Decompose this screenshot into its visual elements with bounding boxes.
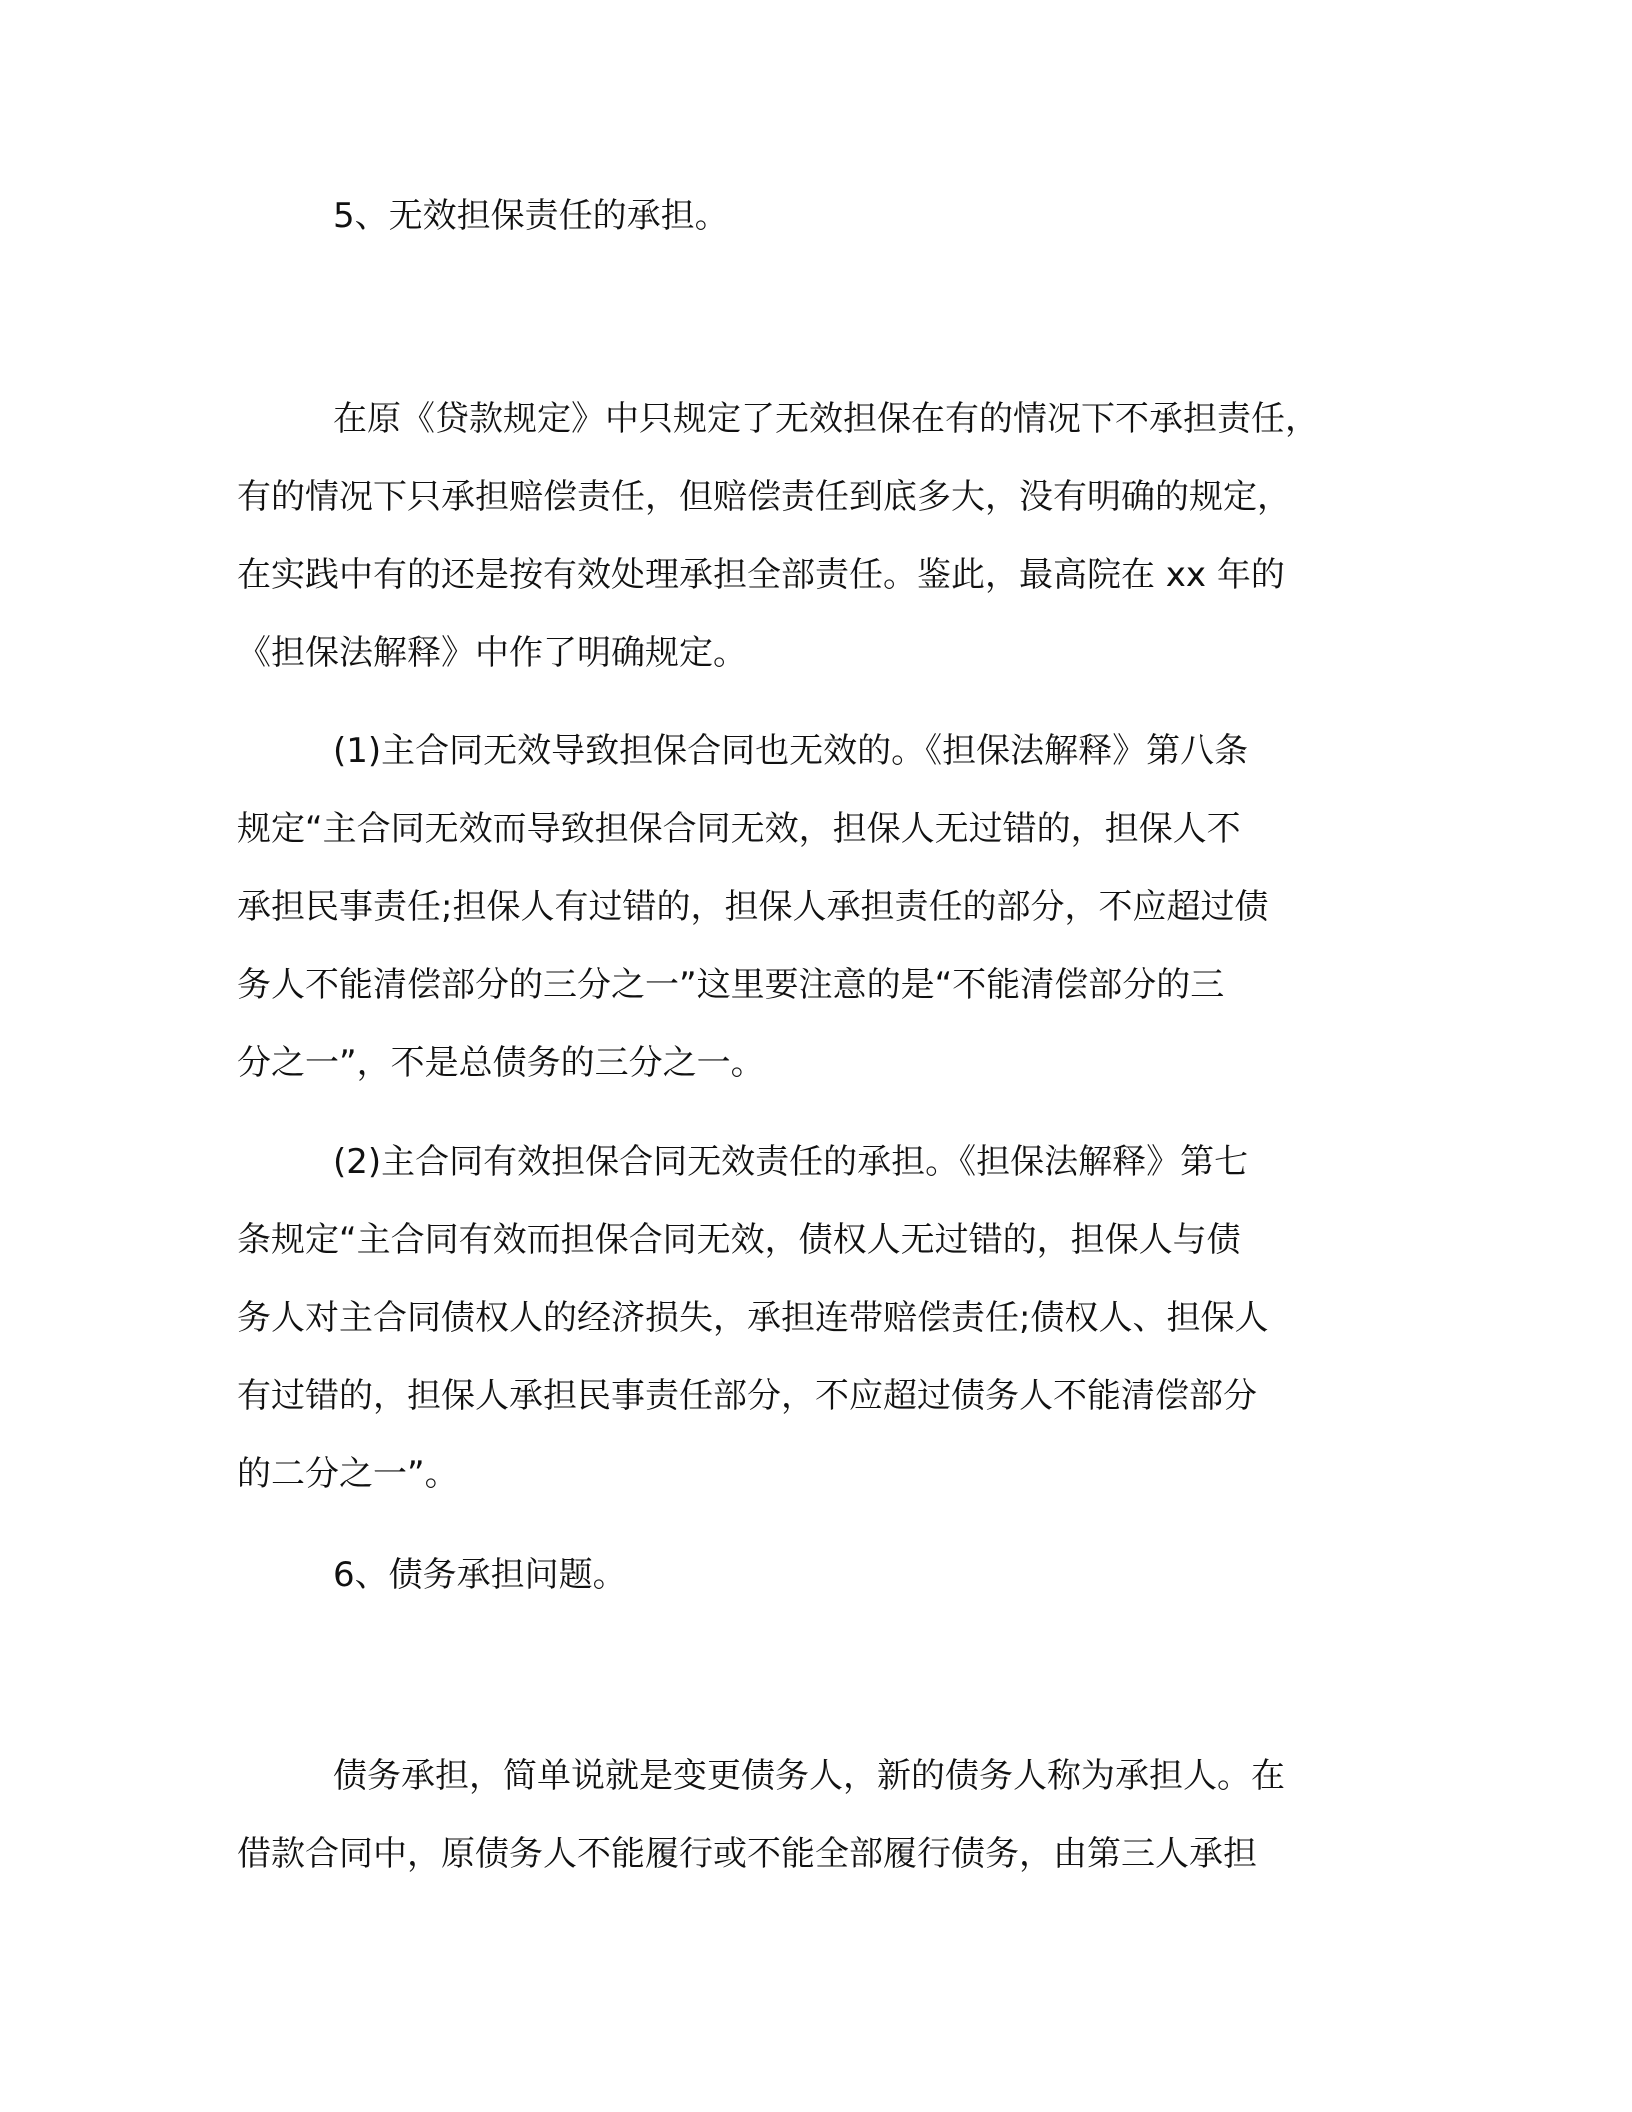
text-line: 分之一”，不是总债务的三分之一。 <box>237 1043 765 1083</box>
text-line: 在原《贷款规定》中只规定了无效担保在有的情况下不承担责任， <box>333 399 1319 439</box>
text-line: 务人不能清偿部分的三分之一”这里要注意的是“不能清偿部分的三 <box>237 965 1225 1005</box>
text-line: 有的情况下只承担赔偿责任，但赔偿责任到底多大，没有明确的规定， <box>237 477 1291 517</box>
section-heading-6: 6、债务承担问题。 <box>333 1555 627 1595</box>
paragraph-invalid-guarantee-intro <box>237 380 1387 692</box>
text-line: 规定“主合同无效而导致担保合同无效，担保人无过错的，担保人不 <box>237 809 1241 849</box>
paragraph-main-contract-invalid <box>237 712 1387 1102</box>
text-line: (2)主合同有效担保合同无效责任的承担。《担保法解释》第七 <box>333 1142 1249 1182</box>
text-line: 借款合同中，原债务人不能履行或不能全部履行债务，由第三人承担 <box>237 1834 1257 1874</box>
text-line: 条规定“主合同有效而担保合同无效，债权人无过错的，担保人与债 <box>237 1220 1241 1260</box>
text-line: 承担民事责任;担保人有过错的，担保人承担责任的部分，不应超过债 <box>237 887 1269 927</box>
text-line: 的二分之一”。 <box>237 1454 459 1494</box>
text-line: 《担保法解释》中作了明确规定。 <box>237 633 747 673</box>
text-line: 务人对主合同债权人的经济损失，承担连带赔偿责任;债权人、担保人 <box>237 1298 1269 1338</box>
paragraph-guarantee-contract-invalid <box>237 1123 1387 1513</box>
text-line: (1)主合同无效导致担保合同也无效的。《担保法解释》第八条 <box>333 731 1249 771</box>
section-heading-5: 5、无效担保责任的承担。 <box>333 196 729 236</box>
text-line: 债务承担，简单说就是变更债务人，新的债务人称为承担人。在 <box>333 1756 1285 1796</box>
text-line: 在实践中有的还是按有效处理承担全部责任。鉴此，最高院在 xx 年的 <box>237 555 1285 595</box>
paragraph-debt-assumption <box>237 1737 1387 1893</box>
text-line: 有过错的，担保人承担民事责任部分，不应超过债务人不能清偿部分 <box>237 1376 1257 1416</box>
